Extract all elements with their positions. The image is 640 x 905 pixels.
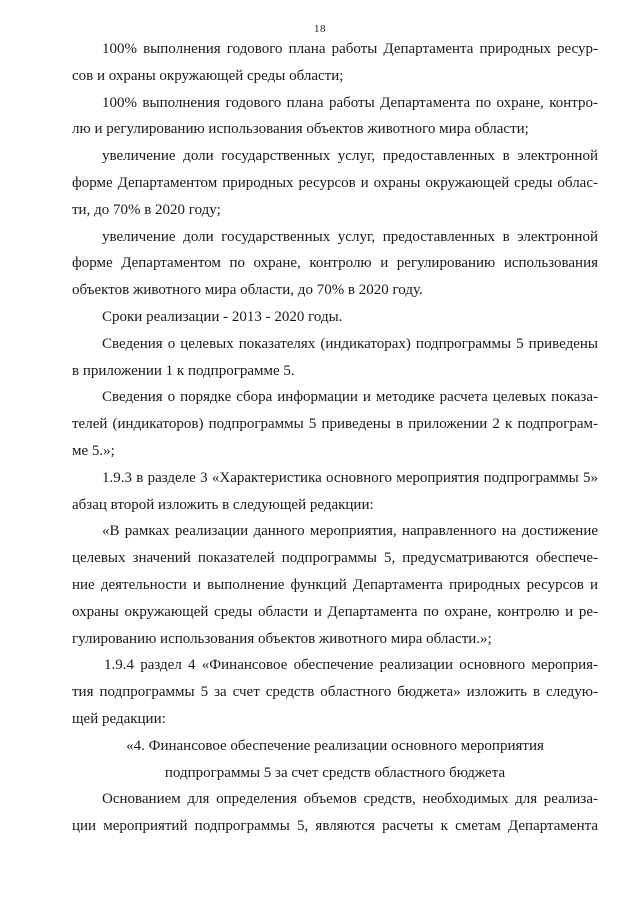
text-line: 100% выполнения годового плана работы Департамента природных ресур- (102, 41, 598, 57)
text-line: Сроки реализации - 2013 - 2020 годы. (102, 308, 343, 325)
text-line: ме 5.»; (72, 442, 115, 459)
text-line: «В рамках реализации данного мероприятия, направленного на достижение (102, 523, 598, 540)
text-line: ти, до 70% в 2020 году; (72, 201, 221, 218)
text-line: целевых значений показателей подпрограммы 5, предусматриваются обеспече- (72, 550, 598, 567)
text-line: тия подпрограммы 5 за счет средств областного бюджета» изложить в следую- (72, 684, 598, 701)
text-line: объектов животного мира области, до 70% в 2020 году. (72, 282, 423, 299)
text-line: гулированию использования объектов животного мира области.»; (72, 630, 492, 647)
text-line: охраны окружающей среды области и Департамента по охране, контролю и ре- (72, 603, 598, 620)
text-line: 1.9.3 в разделе 3 «Характеристика основного мероприятия подпрограммы 5» (102, 469, 598, 486)
text-line: форме Департаментом по охране, контролю и регулированию использования (72, 255, 598, 272)
text-line: Сведения о целевых показателях (индикаторах) подпрограммы 5 приведены (102, 335, 598, 352)
page-number: 18 (314, 23, 326, 35)
text-line: 100% выполнения годового плана работы Департамента по охране, контро- (102, 94, 598, 111)
text-line: Сведения о порядке сбора информации и методике расчета целевых показа- (102, 389, 598, 406)
text-line: телей (индикаторов) подпрограммы 5 приведены в приложении 2 к подпрограм- (72, 416, 598, 433)
text-line: сов и охраны окружающей среды области; (72, 67, 344, 84)
text-line: форме Департаментом природных ресурсов и охраны окружающей среды облас- (72, 174, 598, 191)
section-heading-line: «4. Финансовое обеспечение реализации основного мероприятия (126, 737, 544, 754)
text-line: лю и регулированию использования объектов животного мира области; (72, 121, 529, 138)
text-line: 1.9.4 раздел 4 «Финансовое обеспечение реализации основного мероприя- (104, 657, 598, 674)
text-line: увеличение доли государственных услуг, предоставленных в электронной (102, 228, 598, 245)
text-line: в приложении 1 к подпрограмме 5. (72, 362, 295, 379)
text-line: ции мероприятий подпрограммы 5, являются расчеты к сметам Департамента (72, 818, 598, 835)
text-line: щей редакции: (72, 710, 166, 727)
text-line: абзац второй изложить в следующей редакции: (72, 496, 374, 513)
text-line: ние деятельности и выполнение функций Департамента природных ресурсов и (72, 576, 598, 593)
text-line: увеличение доли государственных услуг, предоставленных в электронной (102, 148, 598, 165)
section-heading-line: подпрограммы 5 за счет средств областного бюджета (164, 764, 506, 781)
document-body (72, 36, 598, 840)
text-line: Основанием для определения объемов средств, необходимых для реализа- (102, 791, 598, 808)
